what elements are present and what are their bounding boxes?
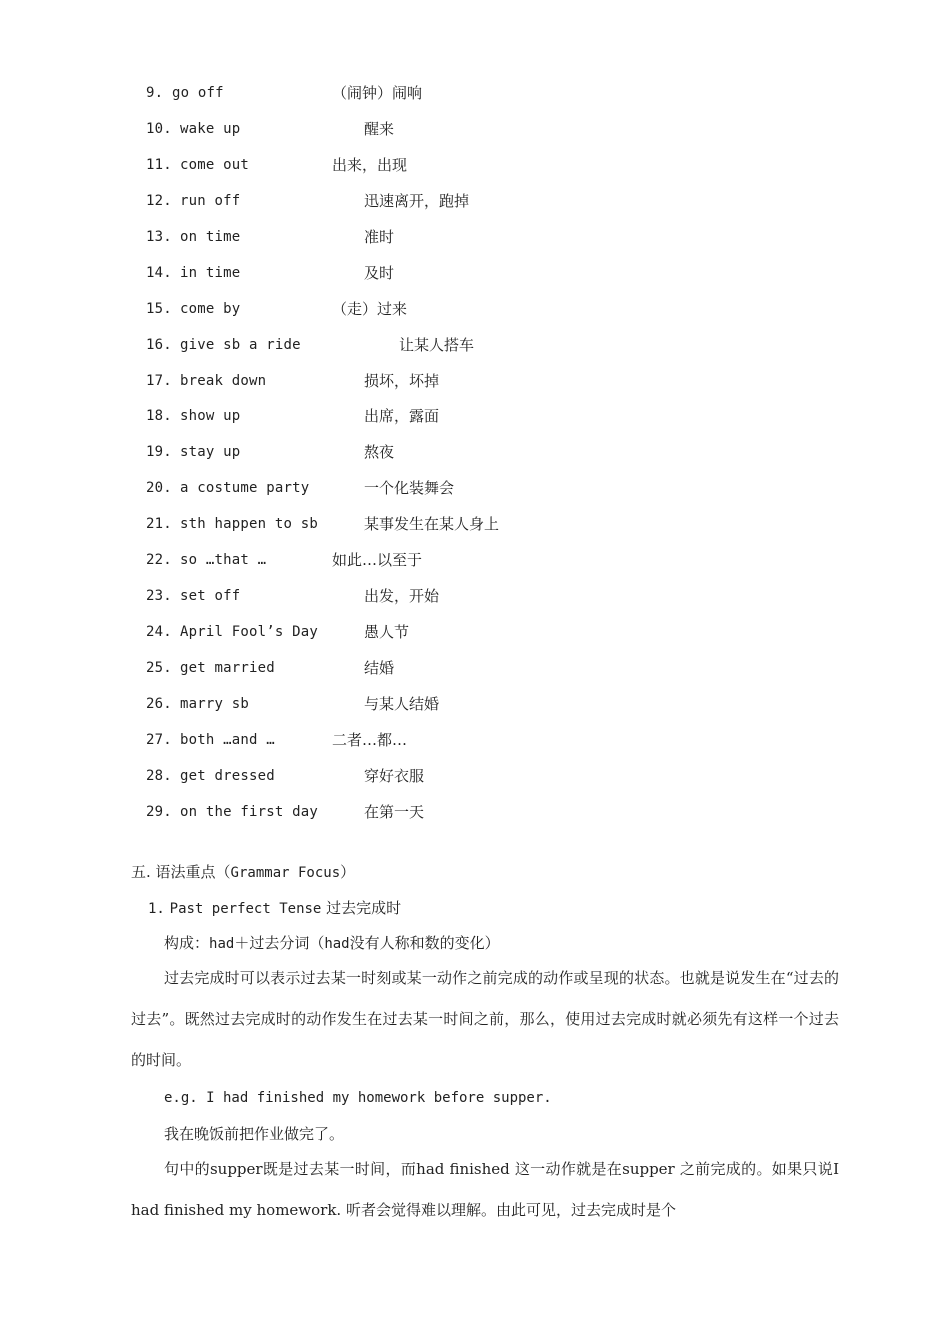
- phrase-number: 17.: [146, 372, 172, 389]
- phrase-row: [0, 543, 950, 579]
- phrase-chinese: 准时: [364, 227, 395, 246]
- phrase-number: 26.: [146, 695, 172, 712]
- phrase-english: marry sb: [180, 695, 250, 712]
- phrase-row: [0, 471, 950, 507]
- phrase-number: 21.: [146, 516, 172, 533]
- phrase-number: 16.: [146, 336, 172, 353]
- phrase-number: 27.: [146, 731, 172, 748]
- grammar-point-english: Past perfect Tense: [169, 901, 322, 917]
- phrase-chinese: 一个化装舞会: [364, 479, 455, 498]
- phrase-row: [0, 220, 950, 256]
- phrase-english: both …and …: [180, 731, 275, 748]
- phrase-row: [0, 292, 950, 328]
- phrase-number: 22.: [146, 552, 172, 569]
- phrase-chinese: 结婚: [364, 659, 395, 677]
- phrase-number: 23.: [146, 588, 172, 605]
- grammar-point-number: 1.: [148, 901, 165, 917]
- phrase-row: [0, 579, 950, 615]
- phrase-number: 18.: [146, 408, 172, 425]
- phrase-number: 14.: [146, 264, 172, 281]
- phrase-chinese: 让某人搭车: [399, 335, 475, 354]
- formula-prefix: 构成：: [164, 934, 210, 952]
- phrase-chinese: 出来，出现: [332, 155, 408, 174]
- section-heading-suffix: ）: [340, 863, 356, 881]
- phrase-number: 20.: [146, 480, 172, 497]
- phrase-english: give sb a ride: [180, 336, 301, 353]
- phrase-chinese: （闹钟）闹响: [332, 84, 423, 102]
- phrase-english: set off: [180, 588, 241, 605]
- phrase-english: sth happen to sb: [180, 516, 319, 533]
- tense-formula: [164, 930, 500, 957]
- phrase-row: [0, 651, 950, 687]
- section-heading-grammar-focus: [131, 859, 355, 886]
- phrase-english: April Fool’s Day: [180, 624, 319, 641]
- phrase-english: in time: [180, 264, 241, 281]
- phrase-row: [0, 615, 950, 651]
- phrase-english: break down: [180, 372, 267, 389]
- example-sentence-english: e.g. I had finished my homework before supper.: [164, 1090, 552, 1106]
- phrase-row: [0, 507, 950, 543]
- phrase-row: [0, 256, 950, 292]
- phrase-number: 9.: [146, 85, 164, 101]
- phrase-english: run off: [180, 192, 241, 209]
- phrase-row: [0, 435, 950, 471]
- phrase-chinese: 迅速离开，跑掉: [364, 191, 470, 210]
- phrase-chinese: 出席，露面: [364, 407, 440, 426]
- phrase-chinese: 熬夜: [364, 443, 395, 462]
- example-sentence-chinese: 我在晚饭前把作业做完了。: [164, 1125, 345, 1143]
- phrase-number: 10.: [146, 120, 172, 137]
- phrase-english: get dressed: [180, 767, 275, 784]
- phrase-row: [0, 723, 950, 759]
- formula-had: had: [209, 936, 235, 952]
- phrase-english: get married: [180, 660, 275, 676]
- phrase-row: [0, 184, 950, 220]
- phrase-chinese: 穿好衣服: [364, 766, 425, 785]
- phrase-number: 28.: [146, 767, 172, 784]
- phrase-english: on the first day: [180, 803, 319, 820]
- phrase-number: 19.: [146, 444, 172, 461]
- phrase-chinese: 在第一天: [364, 802, 425, 821]
- phrase-number: 29.: [146, 803, 172, 820]
- phrase-english: so …that …: [180, 552, 267, 569]
- phrase-chinese: 醒来: [364, 119, 395, 138]
- formula-had-note: had: [324, 936, 350, 952]
- phrase-chinese: 二者…都…: [332, 730, 408, 749]
- phrase-list: [0, 76, 950, 831]
- grammar-point-chinese: 过去完成时: [326, 899, 402, 917]
- analysis-paragraph: 句中的supper既是过去某一时间，而had finished 这一动作就是在supper 之前完成的。如果只说I had finished my homework. 听者会觉得难以理解。由此可见，过去完成时是个: [131, 1160, 839, 1219]
- phrase-chinese: 愚人节: [364, 623, 410, 642]
- phrase-number: 24.: [146, 624, 172, 641]
- phrase-number: 12.: [146, 192, 172, 209]
- phrase-chinese: 及时: [364, 263, 395, 282]
- phrase-english: come by: [180, 300, 241, 317]
- phrase-row: [0, 112, 950, 148]
- phrase-chinese: 某事发生在某人身上: [364, 515, 500, 534]
- section-heading-english: Grammar Focus: [230, 865, 341, 881]
- formula-mid: ＋过去分词（: [234, 934, 325, 952]
- phrase-number: 15.: [146, 300, 172, 317]
- formula-suffix: 没有人称和数的变化）: [349, 934, 500, 952]
- phrase-row: [0, 148, 950, 184]
- phrase-row: [0, 795, 950, 831]
- phrase-english: a costume party: [180, 480, 310, 497]
- phrase-english: go off: [172, 85, 224, 101]
- phrase-english: come out: [180, 156, 250, 173]
- phrase-english: stay up: [180, 444, 241, 461]
- grammar-point-title: [148, 895, 401, 922]
- phrase-number: 13.: [146, 228, 172, 245]
- phrase-chinese: 损坏，坏掉: [364, 371, 440, 390]
- section-heading-prefix: 五. 语法重点（: [131, 863, 231, 881]
- phrase-number: 25.: [146, 660, 172, 676]
- phrase-number: 11.: [146, 156, 172, 173]
- phrase-row: [0, 328, 950, 364]
- phrase-row: [0, 759, 950, 795]
- phrase-english: show up: [180, 408, 241, 425]
- phrase-row: [0, 687, 950, 723]
- phrase-row: [0, 399, 950, 435]
- phrase-chinese: 与某人结婚: [364, 694, 440, 713]
- phrase-chinese: （走）过来: [332, 299, 408, 318]
- phrase-chinese: 出发，开始: [364, 587, 440, 606]
- phrase-english: wake up: [180, 120, 241, 137]
- phrase-row: [0, 364, 950, 400]
- phrase-english: on time: [180, 228, 241, 245]
- phrase-chinese: 如此…以至于: [332, 551, 423, 570]
- phrase-row: [0, 76, 950, 112]
- explanation-paragraph: 过去完成时可以表示过去某一时刻或某一动作之前完成的动作或呈现的状态。也就是说发生在“过去的过去”。既然过去完成时的动作发生在过去某一时间之前，那么，使用过去完成时就必须先有这样一个过去的时间。: [131, 969, 839, 1069]
